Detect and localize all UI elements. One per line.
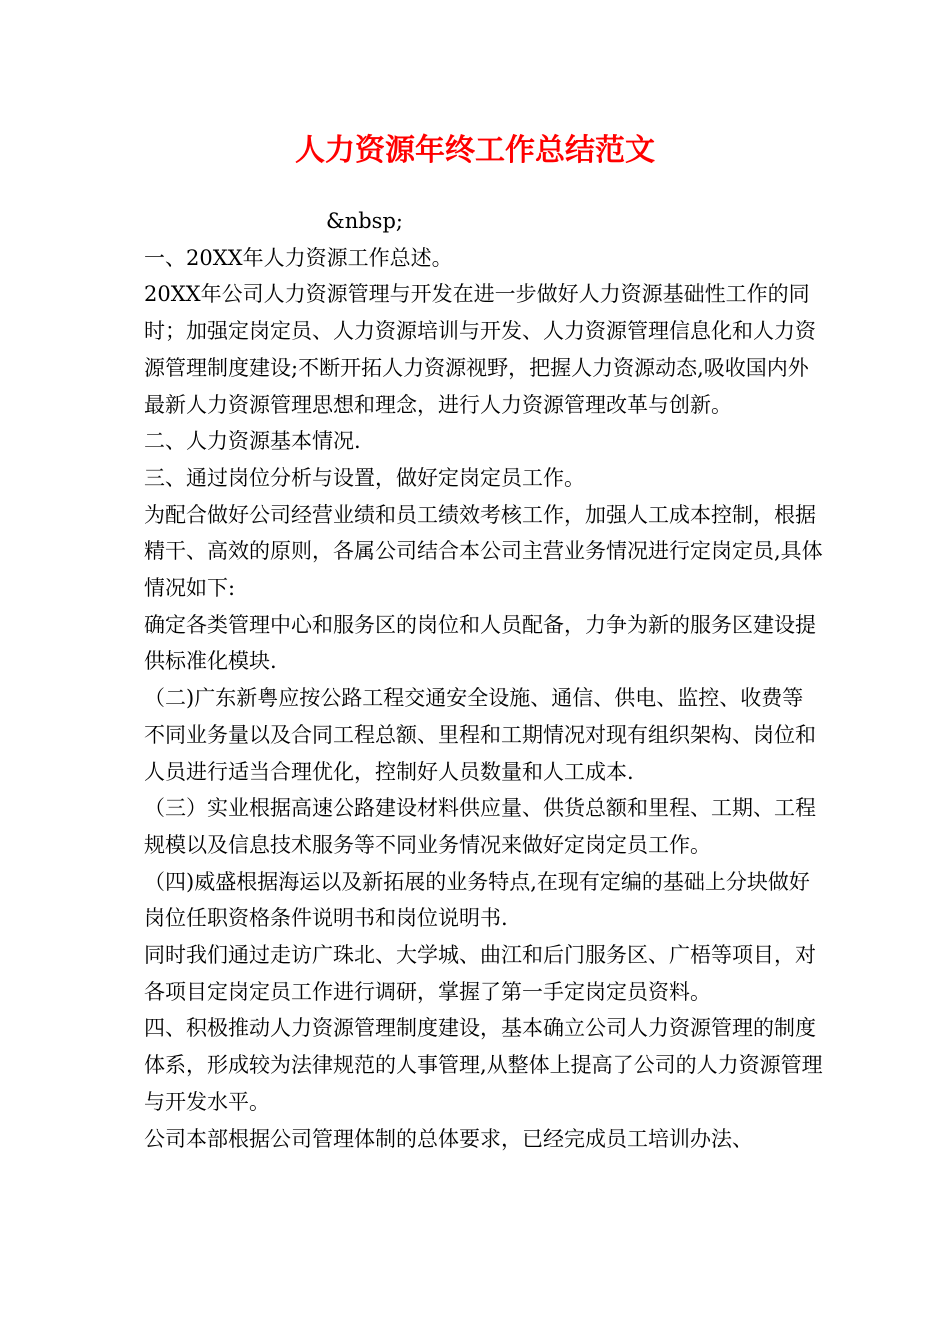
paragraph-overview: 20XX年公司人力资源管理与开发在进一步做好人力资源基础性工作的同时；加强定岗定员、人力资源培训与开发、人力资源管理信息化和人力资源管理制度建设;不断开拓人力资源视野，把握人力资源动态,吸收国内外最新人力资源管理思想和理念，进行人力资源管理改革与创新。 [144,282,816,417]
paragraph-staffing-item-4: （四)威盛根据海运以及新拓展的业务特点,在现有定编的基础上分块做好岗位任职资格条件说明书和岗位说明书. [144,869,810,931]
paragraph-section-4-heading: 四、积极推动人力资源管理制度建设，基本确立公司人力资源管理的制度体系，形成较为法律规范的人事管理,从整体上提高了公司的人力资源管理与开发水平。 [144,1016,823,1114]
paragraph-staffing-item-2: （二)广东新粤应按公路工程交通安全设施、通信、供电、监控、收费等不同业务量以及合同工程总额、里程和工期情况对现有组织架构、岗位和人员进行适当合理优化，控制好人员数量和人工成本. [144,686,816,784]
paragraph-section-2-heading: 二、人力资源基本情况. [144,429,361,454]
paragraph-staffing-item-1: 确定各类管理中心和服务区的岗位和人员配备，力争为新的服务区建设提供标准化模块. [144,612,816,674]
paragraph-section-3-heading: 三、通过岗位分析与设置，做好定岗定员工作。 [144,465,585,490]
paragraph-nbsp: &nbsp; [326,209,403,233]
paragraph-staffing-item-3: （三）实业根据高速公路建设材料供应量、供货总额和里程、工期、工程规模以及信息技术服务等不同业务情况来做好定岗定员工作。 [144,796,816,857]
paragraph-field-research: 同时我们通过走访广珠北、大学城、曲江和后门服务区、广梧等项目，对各项目定岗定员工作进行调研，掌握了第一手定岗定员资料。 [144,943,816,1004]
paragraph-section-1-heading: 一、20XX年人力资源工作总述。 [144,245,453,270]
document-title: 人力资源年终工作总结范文 [295,133,655,168]
paragraph-staffing-intro: 为配合做好公司经营业绩和员工绩效考核工作，加强人工成本控制，根据精干、高效的原则，各属公司结合本公司主营业务情况进行定岗定员,具体情况如下: [144,502,823,601]
paragraph-headquarters: 公司本部根据公司管理体制的总体要求，已经完成员工培训办法、 [144,1126,753,1151]
document-body [144,203,824,1157]
